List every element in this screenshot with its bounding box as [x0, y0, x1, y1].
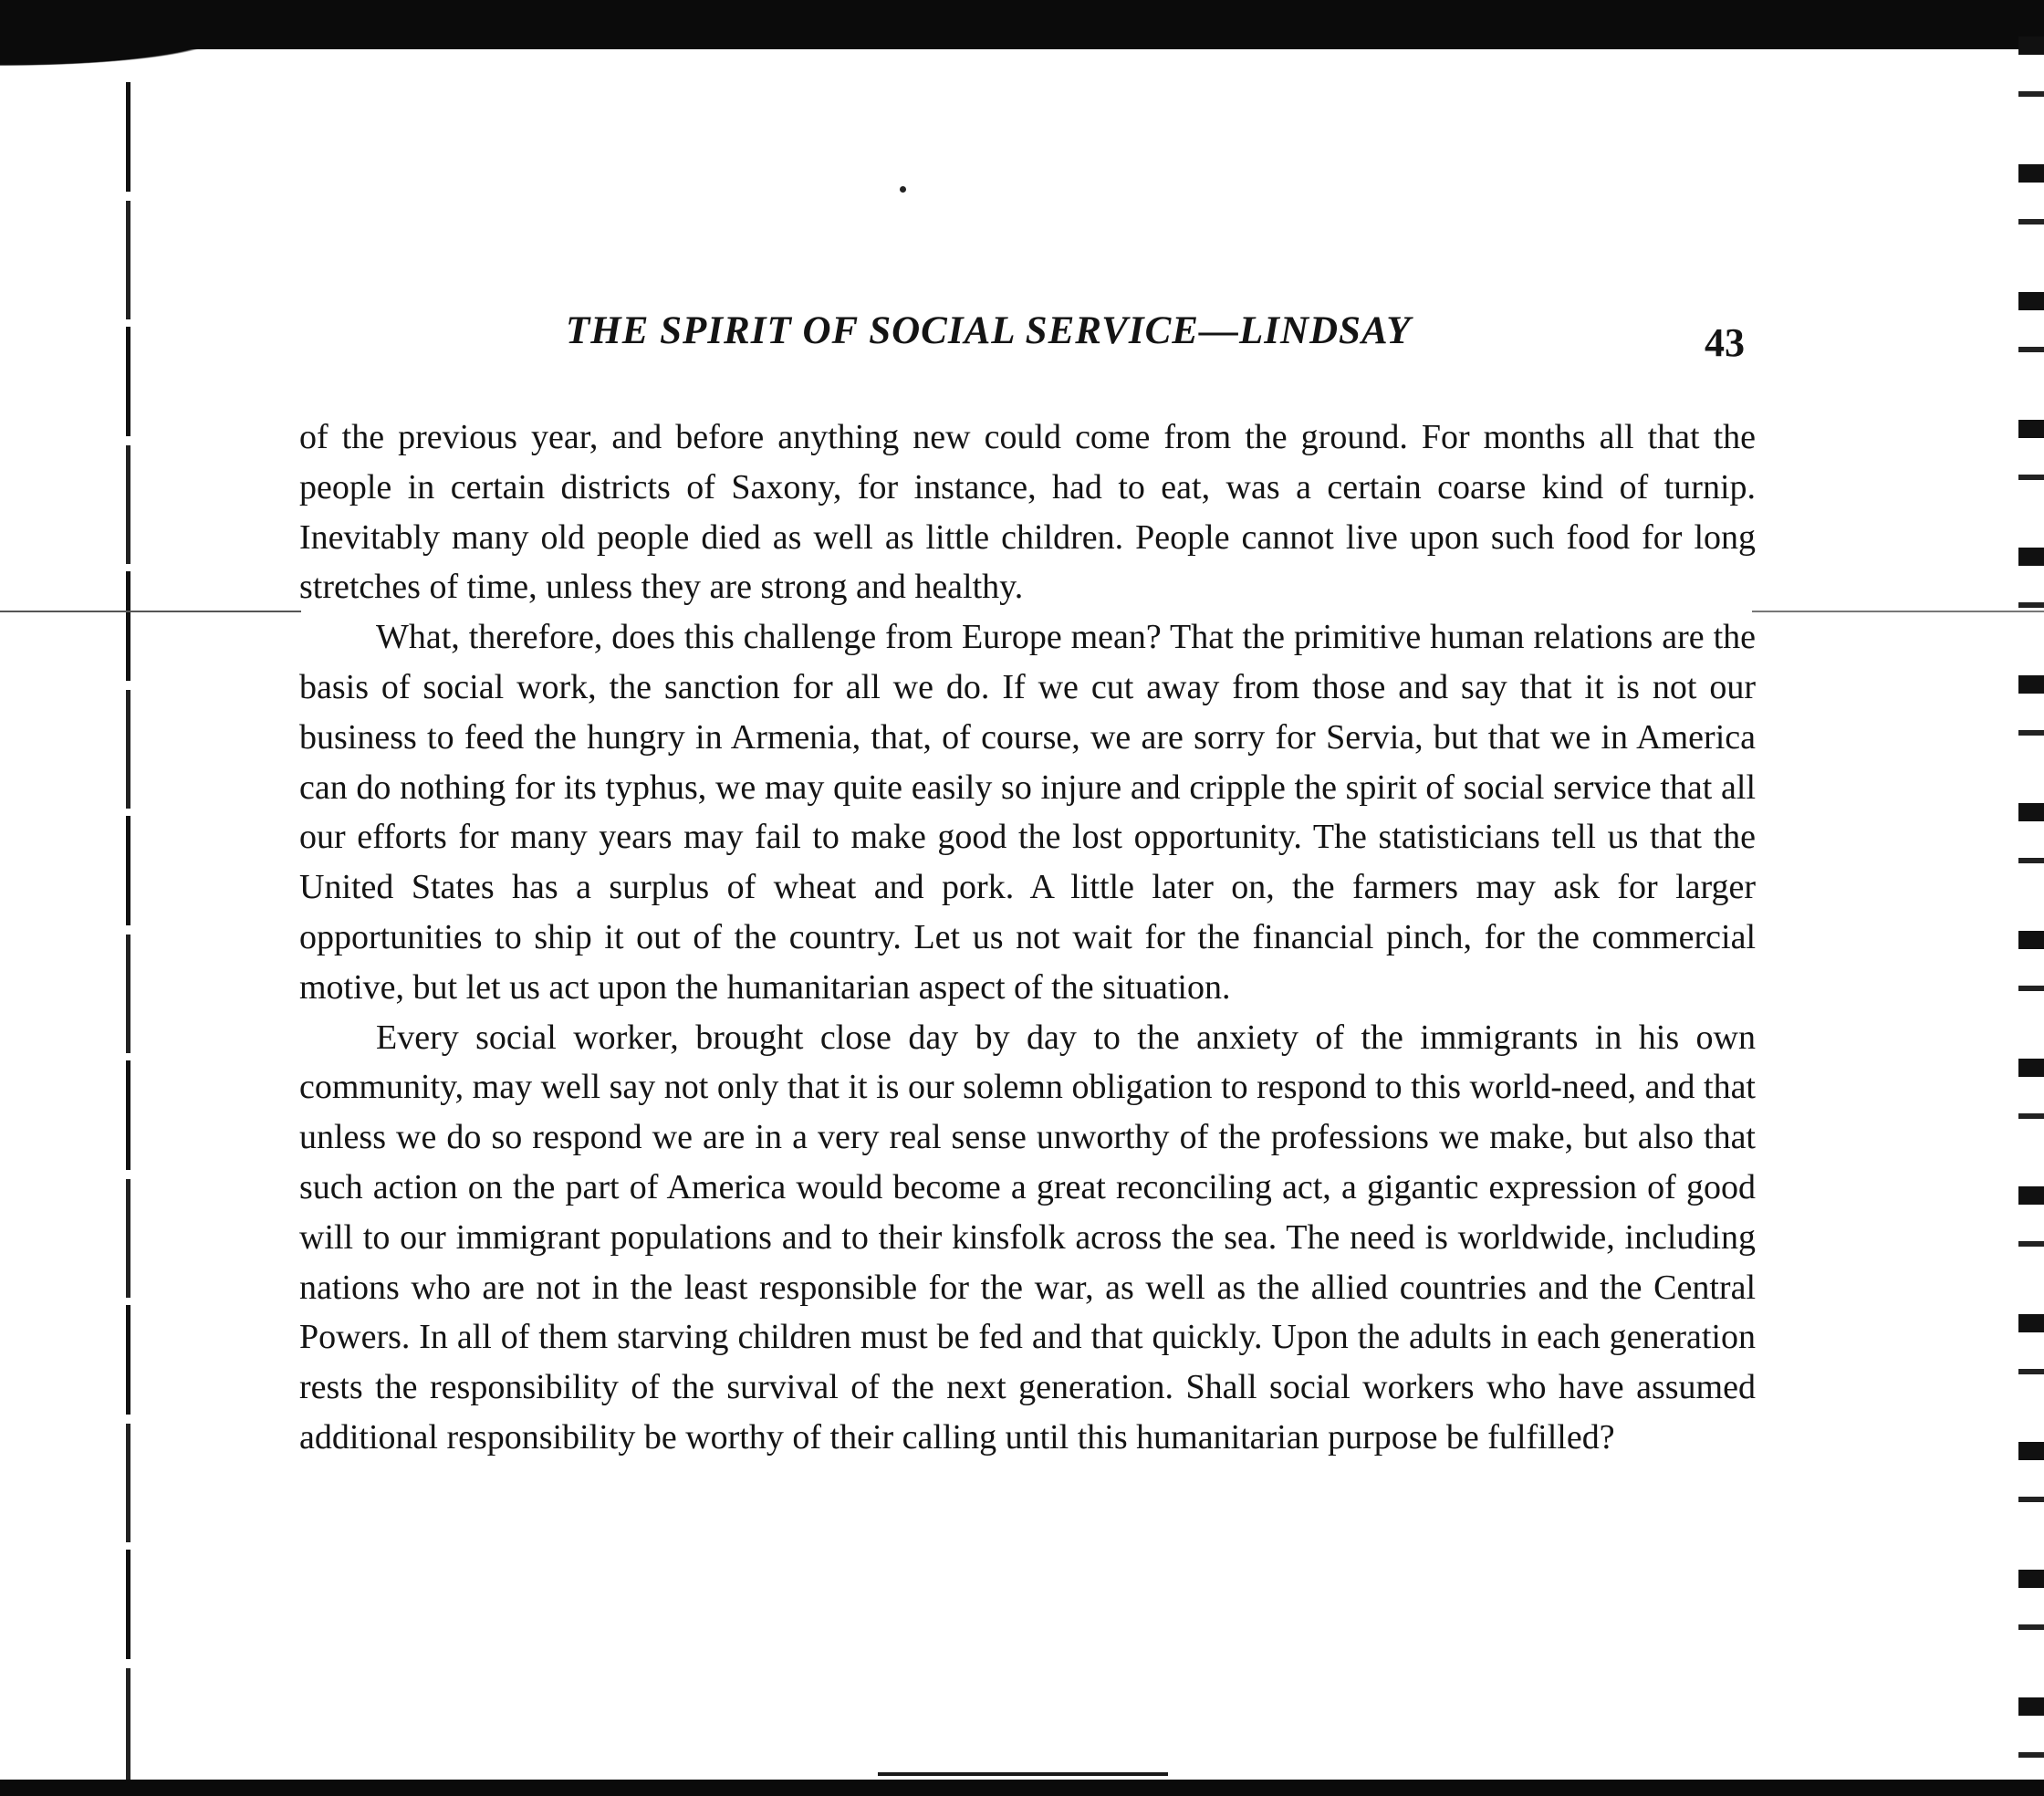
scan-edge-right [2018, 37, 2044, 1796]
page-number: 43 [1705, 320, 1745, 365]
paragraph: What, therefore, does this challenge from Europe mean? That the primitive human relations are the basis of social work, the sanction for all we do. If we cut away from those and say that it is not our business to feed the hungry in Armenia, that, of course, we are sorry for Servia, but that we in America can do nothing for its typhus, we may quite easily so injure and cripple the spirit of social service that all our efforts for many years may fail to make good the lost opportunity. The statisticians tell us that the United States has a surplus of wheat and pork. A little later on, the farmers may ask for larger opportunities to ship it out of the country. Let us not wait for the financial pinch, for the commercial motive, but let us act upon the humanitarian aspect of the situation. [299, 618, 1756, 1007]
scan-border-top [0, 0, 2044, 49]
body-text [299, 412, 1756, 1463]
scan-speck [900, 186, 906, 193]
running-head: THE SPIRIT OF SOCIAL SERVICE—LINDSAY [566, 309, 1412, 352]
scan-edge-left [126, 82, 130, 1780]
scan-border-bottom [0, 1780, 2044, 1796]
paragraph-continued: of the previous year, and before anything new could come from the ground. For months all that the people in certain districts of Saxony, for instance, had to eat, was a certain coarse kind of turnip. Inevitably many old people died as well as little children. People cannot live upon such food for long stretches of time, unless they are strong and healthy. [299, 418, 1756, 607]
paragraph: Every social worker, brought close day by day to the anxiety of the immigrants in his own community, may well say not only that it is our solemn obligation to respond to this world-need, and that unless we do so respond we are in a very real sense unworthy of the professions we make, but also that such action on the part of America would become a great reconciling act, a gigantic expression of good will to our immigrant populations and to their kinsfolk across the sea. The need is worldwide, including nations who are not in the least responsible for the war, as well as the allied countries and the Central Powers. In all of them starving children must be fed and that quickly. Upon the adults in each generation rests the responsibility of the survival of the next generation. Shall social workers who have assumed additional responsibility be worthy of their calling until this humanitarian purpose be fulfilled? [299, 1018, 1756, 1457]
scan-border-corner [0, 37, 274, 73]
end-rule [878, 1772, 1168, 1776]
